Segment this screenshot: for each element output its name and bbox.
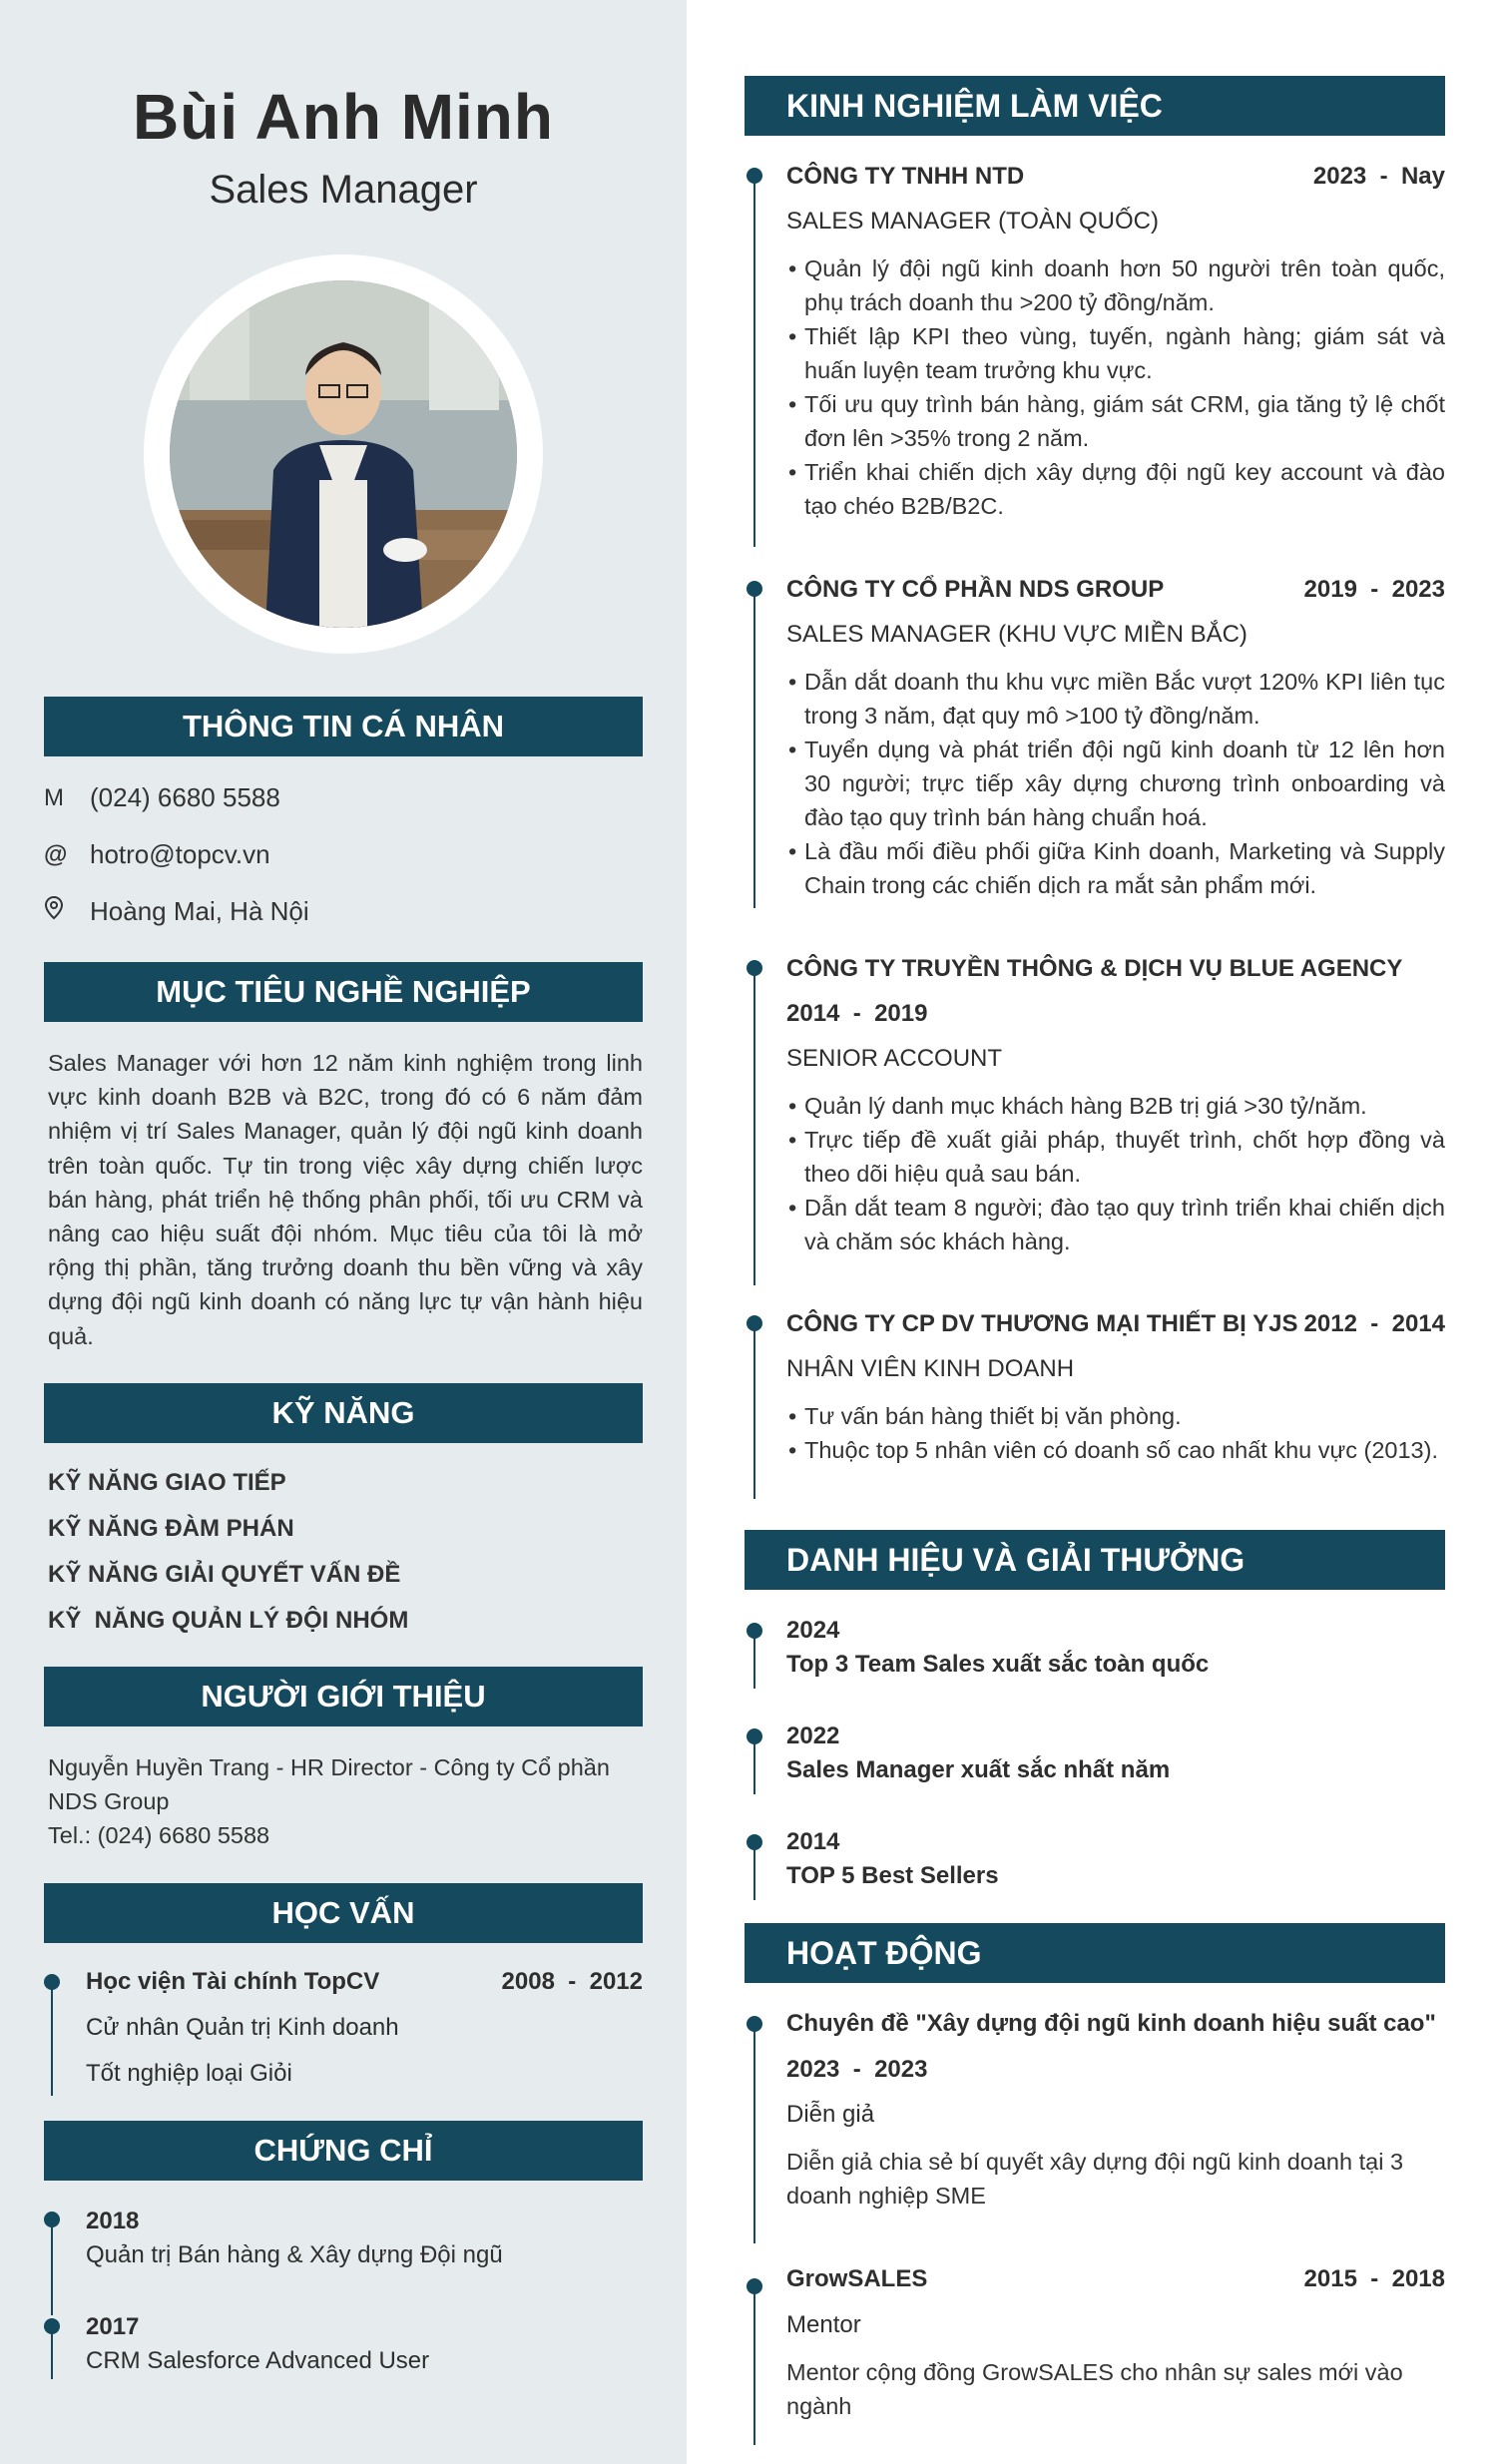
- timeline-dot: [747, 1315, 762, 1331]
- timeline-dot: [747, 1623, 762, 1639]
- award-year: 2014: [786, 1828, 840, 1855]
- job-company: CÔNG TY CỔ PHẦN NDS GROUP: [786, 576, 1165, 603]
- timeline-dot: [44, 2212, 60, 2227]
- timeline-dot: [747, 2016, 762, 2032]
- candidate-role: Sales Manager: [209, 168, 478, 212]
- timeline-dot: [747, 2278, 762, 2294]
- job-bullet: • Là đầu mối điều phối giữa Kinh doanh, Marketing và Supply Chain trong các chiến dịch ra mắt sản phẩm mới.: [804, 834, 1445, 902]
- certificate-year: 2017: [86, 2313, 140, 2340]
- timeline-line: [753, 2022, 755, 2243]
- contact-address: [44, 896, 309, 927]
- certificate-name: Quản trị Bán hàng & Xây dựng Đội ngũ: [86, 2241, 503, 2268]
- award-name: Top 3 Team Sales xuất sắc toàn quốc: [786, 1651, 1210, 1678]
- timeline-dot: [747, 581, 762, 597]
- activity-title: GrowSALES: [786, 2265, 928, 2292]
- job-dates: 2014 - 2019: [786, 1000, 928, 1027]
- job-bullet: • Dẫn dắt team 8 người; đào tạo quy trình triển khai chiến dịch và chăm sóc khách hàng.: [804, 1191, 1445, 1258]
- section-skills: KỸ NĂNG: [44, 1383, 643, 1443]
- timeline-line: [753, 589, 755, 908]
- job-dates: 2019 - 2023: [1303, 576, 1445, 603]
- section-education: HỌC VẤN: [44, 1883, 643, 1943]
- avatar: [170, 280, 517, 628]
- timeline-line: [753, 1323, 755, 1499]
- timeline-dot: [747, 1728, 762, 1744]
- timeline-line: [753, 968, 755, 1285]
- activity-role: Mentor: [786, 2311, 861, 2338]
- skill-item: KỸ NĂNG ĐÀM PHÁN: [48, 1515, 294, 1542]
- job-bullet: • Tuyển dụng và phát triển đội ngũ kinh doanh từ 12 lên hơn 30 người; trực tiếp xây dựng chương trình onboarding và đào tạo quy trình bán hàng chuẩn hoá.: [804, 733, 1445, 834]
- job-bullet: • Thuộc top 5 nhân viên có doanh số cao nhất khu vực (2013).: [804, 1433, 1445, 1467]
- job-company: CÔNG TY CP DV THƯƠNG MẠI THIẾT BỊ YJS: [786, 1310, 1298, 1337]
- job-bullet: • Trực tiếp đề xuất giải pháp, thuyết trình, chốt hợp đồng và theo dõi hiệu quả sau bán.: [804, 1123, 1445, 1191]
- education-grade: Tốt nghiệp loại Giỏi: [86, 2060, 292, 2087]
- skill-item: KỸ NĂNG GIẢI QUYẾT VẤN ĐỀ: [48, 1561, 401, 1588]
- job-company: CÔNG TY TRUYỀN THÔNG & DỊCH VỤ BLUE AGENCY: [786, 955, 1403, 982]
- award-year: 2024: [786, 1617, 840, 1644]
- job-bullet: • Quản lý danh mục khách hàng B2B trị giá >30 tỷ/năm.: [804, 1089, 1445, 1123]
- job-title: NHÂN VIÊN KINH DOANH: [786, 1355, 1075, 1382]
- referee-info: [48, 1750, 643, 1852]
- timeline-dot: [44, 1974, 60, 1990]
- address-value: Hoàng Mai, Hà Nội: [90, 896, 309, 926]
- award-year: 2022: [786, 1723, 840, 1749]
- job-company: CÔNG TY TNHH NTD: [786, 163, 1025, 190]
- award-name: TOP 5 Best Sellers: [786, 1862, 999, 1889]
- objective-text: Sales Manager với hơn 12 năm kinh nghiệm trong linh vực kinh doanh B2B và B2C, trong đó có 6 năm đảm nhiệm vị trí Sales Manager, quản lý đội ngũ kinh doanh trên toàn quốc. Tự tin trong việc xây dựng chiến lược bán hàng, phát triển hệ thống phân phối, tối ưu CRM và nâng cao hiệu suất đội nhóm. Mục tiêu của tôi là mở rộng thị phần, tăng trưởng doanh thu bền vững và xây dựng đội ngũ kinh doanh có năng lực tự vận hành hiệu quả.: [48, 1050, 643, 1349]
- referee-name: Nguyễn Huyền Trang - HR Director - Công ty Cổ phần NDS Group: [48, 1754, 610, 1814]
- activity-dates: 2023 - 2023: [786, 2056, 928, 2083]
- candidate-name: Bùi Anh Minh: [133, 81, 554, 153]
- activity-dates: 2015 - 2018: [1303, 2265, 1445, 2292]
- phone-icon: M: [44, 783, 64, 811]
- certificate-year: 2018: [86, 2208, 140, 2234]
- job-bullet: • Tư vấn bán hàng thiết bị văn phòng.: [804, 1399, 1445, 1433]
- section-experience: KINH NGHIỆM LÀM VIỆC: [745, 76, 1445, 136]
- skill-item: KỸ NĂNG QUẢN LÝ ĐỘI NHÓM: [48, 1607, 409, 1634]
- certificate-name: CRM Salesforce Advanced User: [86, 2347, 430, 2374]
- timeline-dot: [747, 1834, 762, 1850]
- job-bullet: • Quản lý đội ngũ kinh doanh hơn 50 người trên toàn quốc, phụ trách doanh thu >200 tỷ đồng/năm.: [804, 251, 1445, 319]
- contact-email: [44, 839, 270, 870]
- education-school: Học viện Tài chính TopCV: [86, 1968, 380, 1995]
- location-pin-icon: [44, 896, 90, 927]
- section-activities: HOẠT ĐỘNG: [745, 1923, 1445, 1983]
- section-objective: MỤC TIÊU NGHỀ NGHIỆP: [44, 962, 643, 1022]
- job-dates: 2012 - 2014: [1303, 1310, 1445, 1337]
- email-value: hotro@topcv.vn: [90, 839, 270, 869]
- timeline-dot: [44, 2318, 60, 2334]
- activity-title: Chuyên đề "Xây dựng đội ngũ kinh doanh hiệu suất cao": [786, 2010, 1436, 2037]
- job-bullet: • Thiết lập KPI theo vùng, tuyến, ngành hàng; giám sát và huấn luyện team trưởng khu vực.: [804, 319, 1445, 387]
- job-bullet: • Dẫn dắt doanh thu khu vực miền Bắc vượt 120% KPI liên tục trong 3 năm, đạt quy mô >100 tỷ đồng/năm.: [804, 665, 1445, 733]
- activity-desc: Diễn giả chia sẻ bí quyết xây dựng đội ngũ kinh doanh tại 3 doanh nghiệp SME: [786, 2149, 1404, 2209]
- activity-role: Diễn giả: [786, 2101, 875, 2128]
- section-referee: NGƯỜI GIỚI THIỆU: [44, 1667, 643, 1726]
- section-awards: DANH HIỆU VÀ GIẢI THƯỞNG: [745, 1530, 1445, 1590]
- job-bullet: • Triển khai chiến dịch xây dựng đội ngũ key account và đào tạo chéo B2B/B2C.: [804, 455, 1445, 523]
- email-icon: @: [44, 840, 68, 868]
- timeline-line: [51, 1986, 53, 2096]
- job-title: SALES MANAGER (KHU VỰC MIỀN BẮC): [786, 621, 1248, 648]
- skill-item: KỸ NĂNG GIAO TIẾP: [48, 1469, 286, 1496]
- contact-phone: [44, 782, 280, 813]
- award-name: Sales Manager xuất sắc nhất năm: [786, 1756, 1171, 1783]
- phone-value: (024) 6680 5588: [90, 782, 280, 812]
- timeline-line: [753, 176, 755, 547]
- timeline-dot: [747, 168, 762, 184]
- timeline-line: [753, 2285, 755, 2445]
- referee-phone: Tel.: (024) 6680 5588: [48, 1822, 270, 1848]
- section-personal-info: THÔNG TIN CÁ NHÂN: [44, 697, 643, 756]
- education-degree: Cử nhân Quản trị Kinh doanh: [86, 2014, 399, 2041]
- activity-desc: Mentor cộng đồng GrowSALES cho nhân sự sales mới vào ngành: [786, 2359, 1403, 2419]
- section-certificates: CHỨNG CHỈ: [44, 2121, 643, 2181]
- job-title: SENIOR ACCOUNT: [786, 1045, 1003, 1072]
- job-title: SALES MANAGER (TOÀN QUỐC): [786, 208, 1159, 235]
- job-bullet: • Tối ưu quy trình bán hàng, giám sát CRM, gia tăng tỷ lệ chốt đơn lên >35% trong 2 năm.: [804, 387, 1445, 455]
- job-dates: 2023 - Nay: [1312, 163, 1445, 190]
- timeline-line: [51, 2218, 53, 2315]
- education-dates: 2008 - 2012: [501, 1968, 643, 1995]
- timeline-dot: [747, 960, 762, 976]
